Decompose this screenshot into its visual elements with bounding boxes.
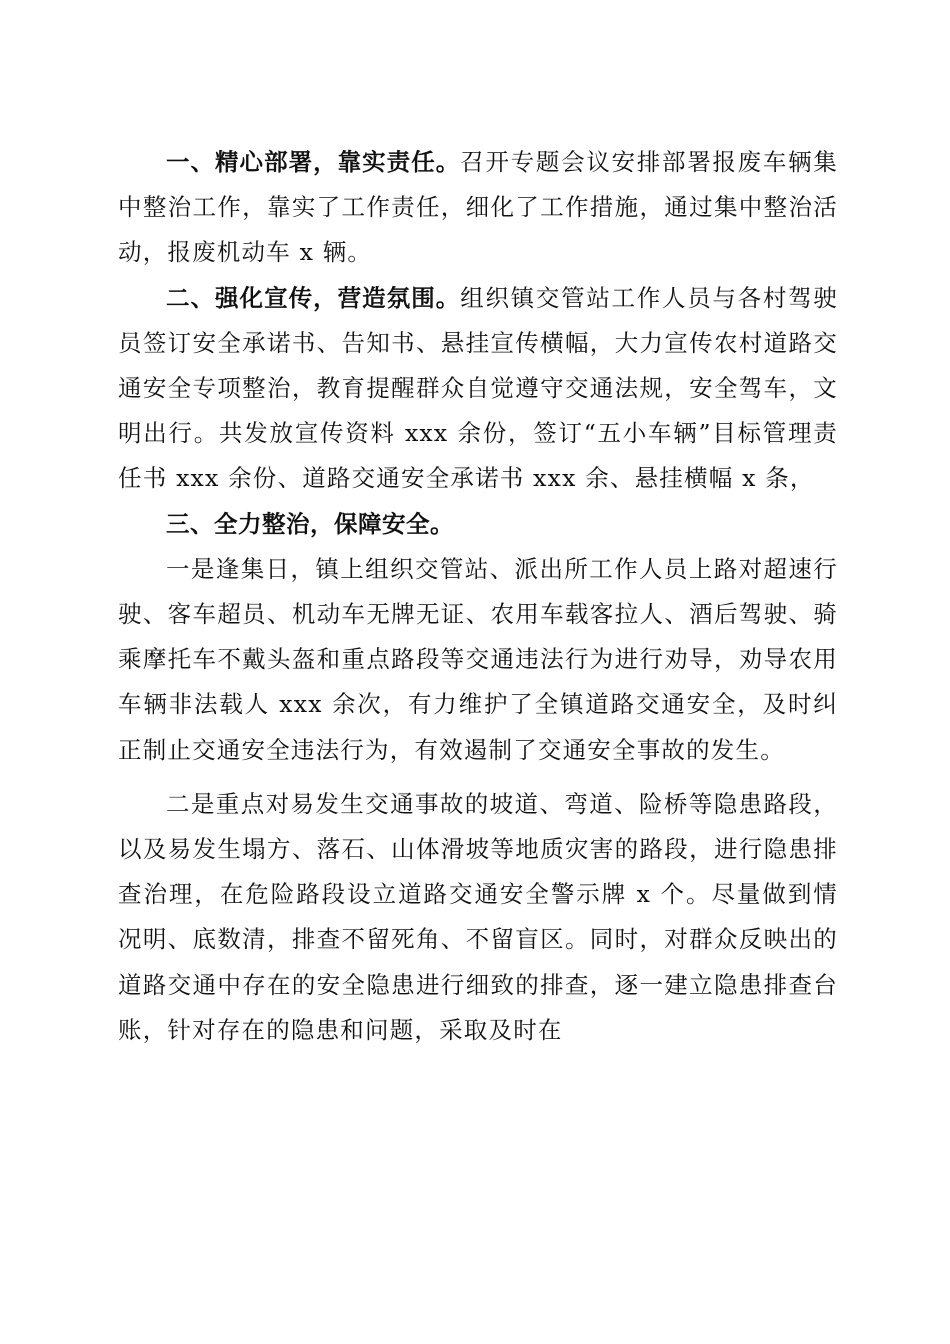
paragraph-3: [118, 502, 838, 547]
paragraph-4-text: 一是逢集日，镇上组织交管站、派出所工作人员上路对超速行驶、客车超员、机动车无牌无证、农用车载客拉人、酒后驾驶、骑乘摩托车不戴头盔和重点路段等交通违法行为进行劝导，劝导农用车辆非法载人 xxx 余次，有力维护了全镇道路交通安全，及时纠正制止交通安全违法行为，有效遏制了交通安全事故的发生。: [118, 554, 838, 764]
section-heading-3: 三、全力整治，保障安全。: [166, 509, 454, 538]
section-heading-2: 二、强化宣传，营造氛围。: [166, 283, 461, 312]
document-body: [118, 140, 838, 1053]
paragraph-2-text: 组织镇交管站工作人员与各村驾驶员签订安全承诺书、告知书、悬挂宣传横幅，大力宣传农村道路交通安全专项整治，教育提醒群众自觉遵守交通法规，安全驾车，文明出行。共发放宣传资料 xxx 余份，签订“五小车辆”目标管理责任书 xxx 余份、道路交通安全承诺书 xxx 余、悬挂横幅 x 条，: [118, 283, 839, 493]
paragraph-1: [118, 140, 838, 276]
paragraph-1-text: 召开专题会议安排部署报废车辆集中整治工作，靠实了工作责任，细化了工作措施，通过集中整治活动，报废机动车 x 辆。: [118, 148, 839, 267]
paragraph-spacer: [118, 773, 838, 782]
paragraph-5: [118, 782, 838, 1053]
paragraph-4: [118, 547, 838, 773]
paragraph-2: [118, 276, 838, 502]
section-heading-1: 一、精心部署，靠实责任。: [166, 148, 461, 176]
paragraph-5-text: 二是重点对易发生交通事故的坡道、弯道、险桥等隐患路段，以及易发生塌方、落石、山体滑坡等地质灾害的路段，进行隐患排查治理，在危险路段设立道路交通安全警示牌 x 个。尽量做到情况明、底数清，排查不留死角、不留盲区。同时，对群众反映出的道路交通中存在的安全隐患进行细致的排查，逐一建立隐患排查台账，针对存在的隐患和问题，采取及时在: [118, 789, 838, 1044]
